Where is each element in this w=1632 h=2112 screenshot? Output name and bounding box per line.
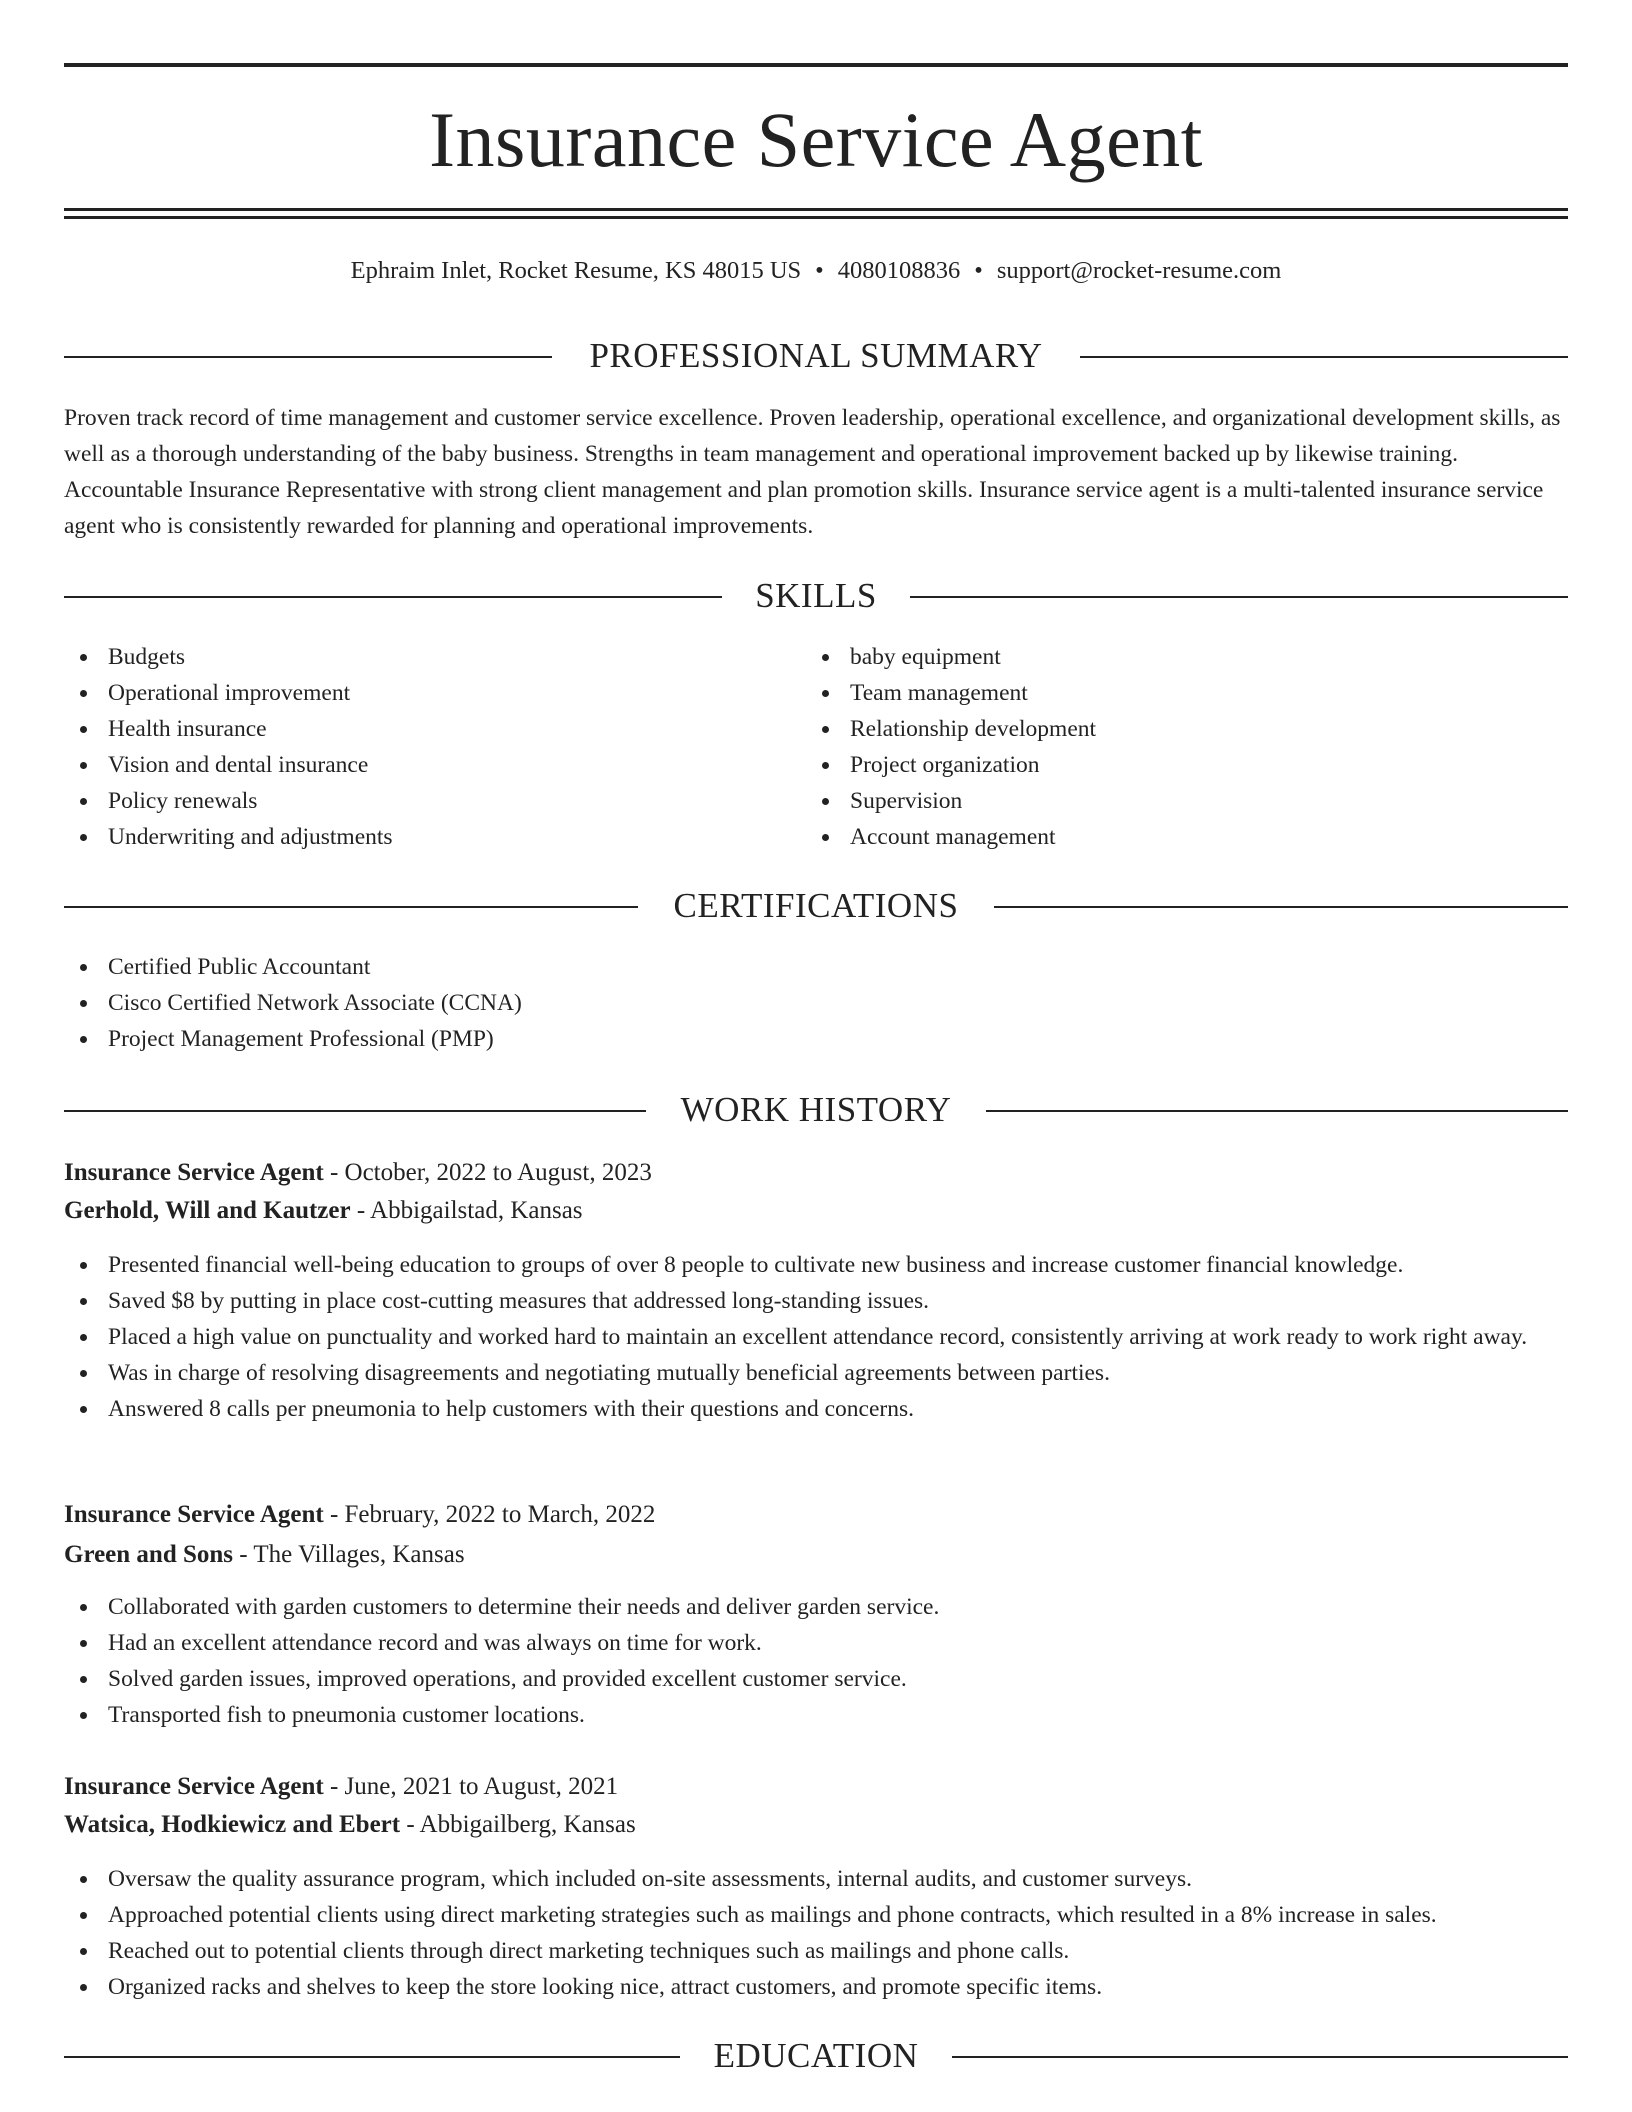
list-item: Placed a high value on punctuality and worked hard to maintain an excellent attendance record, consistently arriving at work ready to work right away. <box>64 1319 1568 1355</box>
job-company: Gerhold, Will and Kautzer <box>64 1197 351 1224</box>
contact-separator: • <box>974 257 983 284</box>
list-item: Approached potential clients using direct marketing strategies such as mailings and phone contracts, which resulted in a 8% increase in sales. <box>64 1897 1568 1933</box>
list-item: Health insurance <box>64 711 804 747</box>
job-location: - Abbigailberg, Kansas <box>400 1811 636 1838</box>
job-title: Insurance Service Agent <box>64 1159 324 1186</box>
contact-line <box>64 255 1568 287</box>
job-dates: - February, 2022 to March, 2022 <box>323 1501 656 1528</box>
skills-list-left <box>64 639 804 855</box>
list-item: Underwriting and adjustments <box>64 819 804 855</box>
list-item: Solved garden issues, improved operations, and provided excellent customer service. <box>64 1661 1568 1697</box>
section-title: WORK HISTORY <box>680 1090 952 1129</box>
list-item: Was in charge of resolving disagreements and negotiating mutually beneficial agreements between parties. <box>64 1355 1568 1391</box>
section-title: SKILLS <box>755 576 877 615</box>
title-rule-lower <box>64 216 1568 219</box>
list-item: Relationship development <box>806 711 1566 747</box>
list-item: Presented financial well-being education to groups of over 8 people to cultivate new business and increase customer financial knowledge. <box>64 1247 1568 1283</box>
section-title: PROFESSIONAL SUMMARY <box>589 336 1043 375</box>
list-item: Certified Public Accountant <box>64 949 1568 985</box>
list-item: Policy renewals <box>64 783 804 819</box>
contact-email: support@rocket-resume.com <box>996 257 1282 284</box>
list-item: Account management <box>806 819 1566 855</box>
list-item: Reached out to potential clients through direct marketing techniques such as mailings and phone calls. <box>64 1933 1568 1969</box>
resume-title: Insurance Service Agent <box>429 96 1203 183</box>
job-company-line <box>64 1193 1568 1229</box>
job-location: - Abbigailstad, Kansas <box>350 1197 583 1224</box>
list-item: Operational improvement <box>64 675 804 711</box>
top-rule <box>64 63 1568 67</box>
list-item: baby equipment <box>806 639 1566 675</box>
job-company: Watsica, Hodkiewicz and Ebert <box>64 1811 401 1838</box>
list-item: Oversaw the quality assurance program, which included on-site assessments, internal audits, and customer surveys. <box>64 1861 1568 1897</box>
summary-text: Proven track record of time management and customer service excellence. Proven leadership, operational excellence, and organizational development skills, as well as a thorough understanding of the baby business. Strengths in team management and operational improvement backed up by likewise training. Accountable Insurance Representative with strong client management and plan promotion skills. Insurance service agent is a multi-talented insurance service agent who is consistently rewarded for planning and operational improvements. <box>64 405 1561 539</box>
list-item: Team management <box>806 675 1566 711</box>
job-title-line <box>64 1155 1568 1191</box>
section-heading-summary <box>64 334 1568 378</box>
list-item: Vision and dental insurance <box>64 747 804 783</box>
job-bullets <box>64 1589 1568 1733</box>
section-heading-skills <box>64 574 1568 618</box>
list-item: Organized racks and shelves to keep the store looking nice, attract customers, and promote specific items. <box>64 1969 1568 2005</box>
title-rule-upper <box>64 208 1568 211</box>
section-heading-work <box>64 1088 1568 1132</box>
list-item: Answered 8 calls per pneumonia to help customers with their questions and concerns. <box>64 1391 1568 1427</box>
list-item: Project Management Professional (PMP) <box>64 1021 1568 1057</box>
list-item: Had an excellent attendance record and was always on time for work. <box>64 1625 1568 1661</box>
job-title-line <box>64 1497 1568 1533</box>
job-title: Insurance Service Agent <box>64 1501 324 1528</box>
job-location: - The Villages, Kansas <box>233 1541 465 1568</box>
contact-separator: • <box>815 257 824 284</box>
list-item: Cisco Certified Network Associate (CCNA) <box>64 985 1568 1021</box>
job-company-line <box>64 1537 1568 1573</box>
skills-list-right <box>806 639 1566 855</box>
section-title: EDUCATION <box>713 2036 919 2075</box>
job-company: Green and Sons <box>64 1541 234 1568</box>
job-company-line <box>64 1807 1568 1843</box>
job-title-line <box>64 1769 1568 1805</box>
list-item: Saved $8 by putting in place cost-cutting measures that addressed long-standing issues. <box>64 1283 1568 1319</box>
section-heading-certifications <box>64 884 1568 928</box>
contact-address: Ephraim Inlet, Rocket Resume, KS 48015 US <box>350 257 802 284</box>
list-item: Transported fish to pneumonia customer locations. <box>64 1697 1568 1733</box>
list-item: Project organization <box>806 747 1566 783</box>
section-heading-education <box>64 2034 1568 2078</box>
job-dates: - June, 2021 to August, 2021 <box>323 1773 619 1800</box>
list-item: Budgets <box>64 639 804 675</box>
list-item: Supervision <box>806 783 1566 819</box>
job-bullets <box>64 1247 1568 1427</box>
job-title: Insurance Service Agent <box>64 1773 324 1800</box>
job-bullets <box>64 1861 1568 2005</box>
certifications-list <box>64 949 1568 1057</box>
job-dates: - October, 2022 to August, 2023 <box>323 1159 652 1186</box>
section-title: CERTIFICATIONS <box>673 886 959 925</box>
contact-phone: 4080108836 <box>837 257 961 284</box>
list-item: Collaborated with garden customers to determine their needs and deliver garden service. <box>64 1589 1568 1625</box>
